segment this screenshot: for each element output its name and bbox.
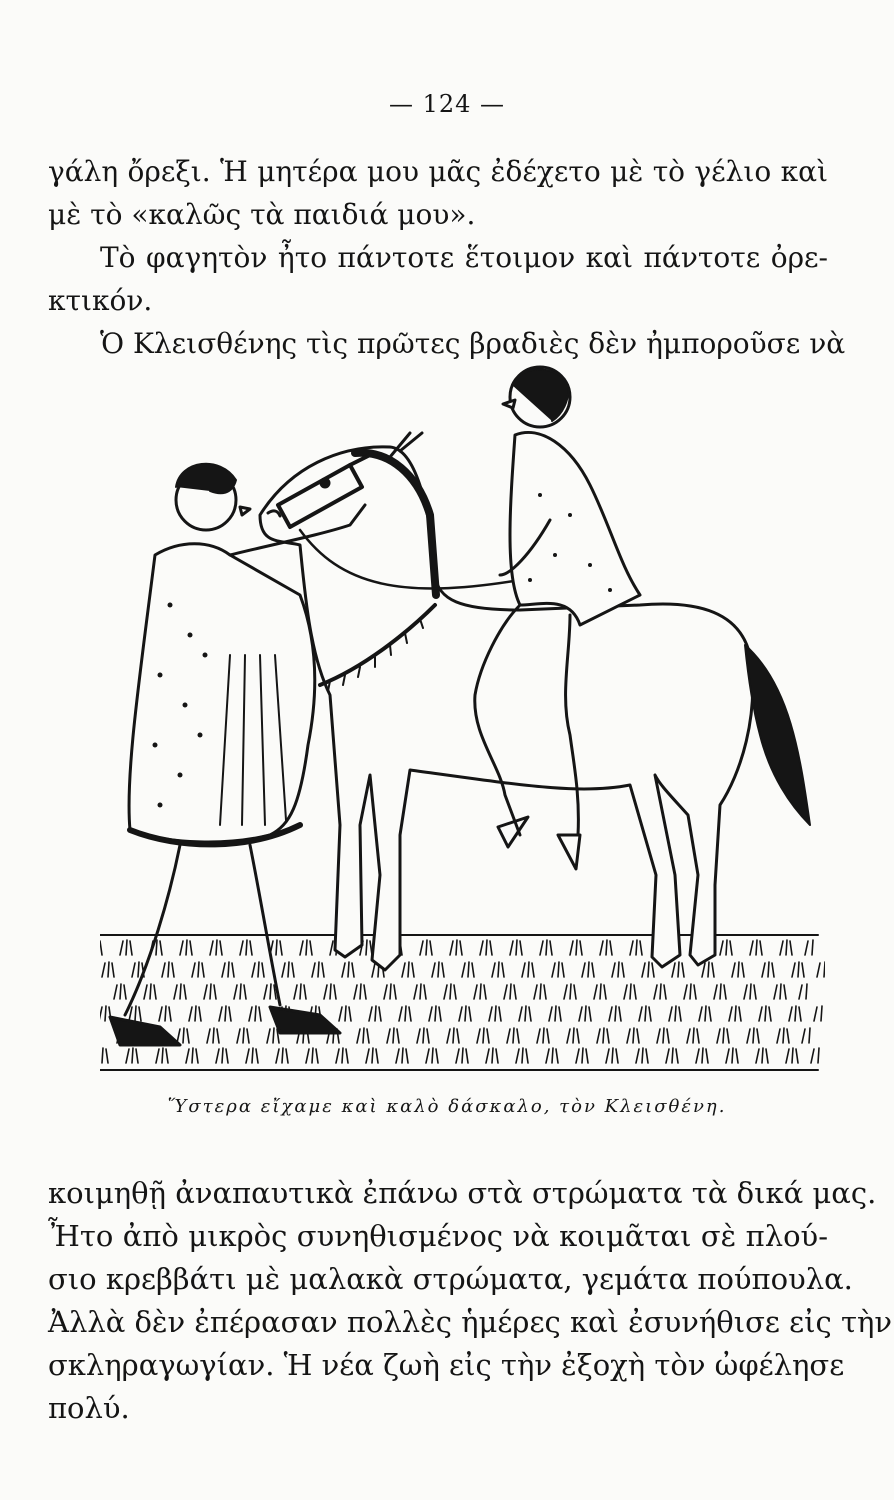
text-line: Ἀλλὰ δὲν ἐπέρασαν πολλὲς ἡμέρες καὶ ἐσυνήθισε εἰς τὴν [48, 1305, 893, 1339]
illustration-caption: Ὕστερα εἴχαμε καὶ καλὸ δάσκαλο, τὸν Κλεισθένη. [167, 1096, 727, 1117]
bottom-paragraphs [48, 1172, 893, 1430]
text-line: γάλη ὄρεξι. Ἡ μητέρα μου μᾶς ἐδέχετο μὲ τὸ γέλιο καὶ [48, 155, 828, 188]
text-line: Ὁ Κλεισθένης τὶς πρῶτες βραδιὲς δὲν ἠμποροῦσε νὰ [100, 327, 846, 360]
text-line: Τὸ φαγητὸν ἦτο πάντοτε ἕτοιμον καὶ πάντοτε ὀρε- [100, 241, 828, 274]
text-line: κοιμηθῇ ἀναπαυτικὰ ἐπάνω στὰ στρώματα τὰ δικά μας. [48, 1176, 877, 1210]
top-paragraphs [48, 150, 846, 365]
text-line: μὲ τὸ «καλῶς τὰ παιδιά μου». [48, 198, 476, 231]
page-number: — 124 — [388, 90, 506, 118]
text-line: σκληραγωγίαν. Ἡ νέα ζωὴ εἰς τὴν ἐξοχὴ τὸν ὠφέλησε [48, 1348, 845, 1382]
text-line: κτικόν. [48, 284, 153, 317]
text-line: Ἦτο ἀπὸ μικρὸς συνηθισμένος νὰ κοιμᾶται σὲ πλού- [48, 1219, 828, 1253]
text-line: σιο κρεββάτι μὲ μαλακὰ στρώματα, γεμάτα πούπουλα. [48, 1262, 853, 1296]
text-line: πολύ. [48, 1391, 130, 1425]
illustration-horse-and-riders [100, 355, 825, 1080]
